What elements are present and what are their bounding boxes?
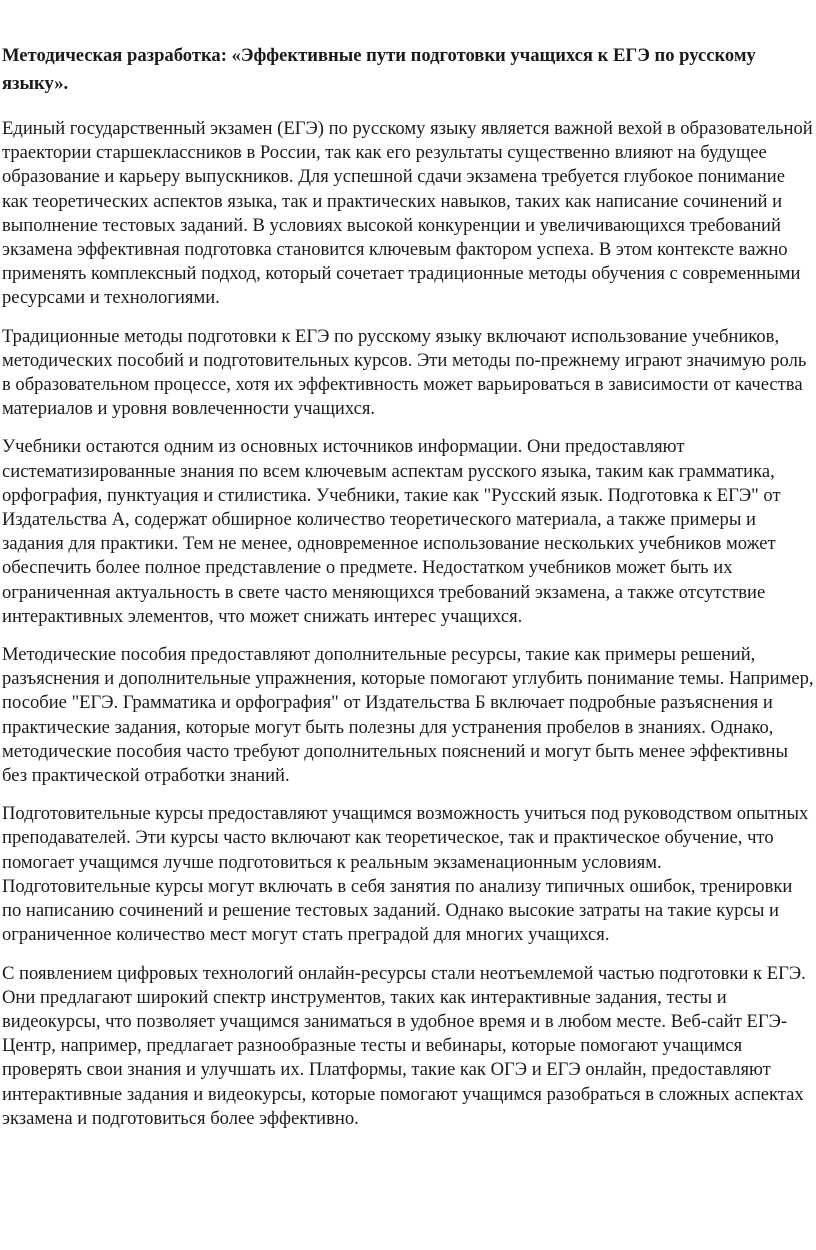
paragraph: С появлением цифровых технологий онлайн-ресурсы стали неотъемлемой частью подготовки к ЕГЭ. Они предлагают широкий спектр инструментов, таких как интерактивные задания, тесты и видеокурсы, что позволяет учащимся заниматься в удобное время и в любом месте. Веб-сайт ЕГЭ-Центр, например, предлагает разнообразные тесты и вебинары, которые помогают учащимся проверять свои знания и улучшать их. Платформы, такие как ОГЭ и ЕГЭ онлайн, предоставляют интерактивные задания и видеокурсы, которые помогают учащимся разобраться в сложных аспектах экзамена и подготовиться более эффективно. xyxy=(2,962,806,1129)
paragraph: Методические пособия предоставляют дополнительные ресурсы, такие как примеры решений, разъяснения и дополнительные упражнения, которые помогают углубить понимание темы. Например, пособие "ЕГЭ. Грамматика и орфография" от Издательства Б включает подробные разъяснения и практические задания, которые могут быть полезны для устранения пробелов в знаниях. Однако, методические пособия часто требуют дополнительных пояснений и могут быть менее эффективны без практической отработки знаний. xyxy=(2,644,814,787)
document-title: Методическая разработка: «Эффективные пути подготовки учащихся к ЕГЭ по русскому языку». xyxy=(2,45,756,94)
paragraph: Учебники остаются одним из основных источников информации. Они предоставляют систематизированные знания по всем ключевым аспектам русского языка, таким как грамматика, орфография, пунктуация и стилистика. Учебники, такие как "Русский язык. Подготовка к ЕГЭ" от Издательства А, содержат обширное количество теоретического материала, а также примеры и задания для практики. Тем не менее, одновременное использование нескольких учебников может обеспечить более полное представление о предмете. Недостатком учебников может быть их ограниченная актуальность в свете часто меняющихся требований экзамена, а также отсутствие интерактивных элементов, что может снижать интерес учащихся. xyxy=(2,436,781,627)
paragraph: Подготовительные курсы предоставляют учащимся возможность учиться под руководством опытных преподавателей. Эти курсы часто включают как теоретическое, так и практическое обучение, что помогает учащимся лучше подготовиться к реальным экзаменационным условиям. Подготовительные курсы могут включать в себя занятия по анализу типичных ошибок, тренировки по написанию сочинений и решение тестовых заданий. Однако высокие затраты на такие курсы и ограниченное количество мест могут стать преградой для многих учащихся. xyxy=(2,803,809,946)
paragraph: Единый государственный экзамен (ЕГЭ) по русскому языку является важной вехой в образовательной траектории старшеклассников в России, так как его результаты существенно влияют на будущее образование и карьеру выпускников. Для успешной сдачи экзамена требуется глубокое понимание как теоретических аспектов языка, так и практических навыков, таких как написание сочинений и выполнение тестовых заданий. В условиях высокой конкуренции и увеличивающихся требований экзамена эффективная подготовка становится ключевым фактором успеха. В этом контексте важно применять комплексный подход, который сочетает традиционные методы обучения с современными ресурсами и технологиями. xyxy=(2,118,813,309)
paragraph: Традиционные методы подготовки к ЕГЭ по русскому языку включают использование учебников, методических пособий и подготовительных курсов. Эти методы по-прежнему играют значимую роль в образовательном процессе, хотя их эффективность может варьироваться в зависимости от качества материалов и уровня вовлеченности учащихся. xyxy=(2,325,807,420)
